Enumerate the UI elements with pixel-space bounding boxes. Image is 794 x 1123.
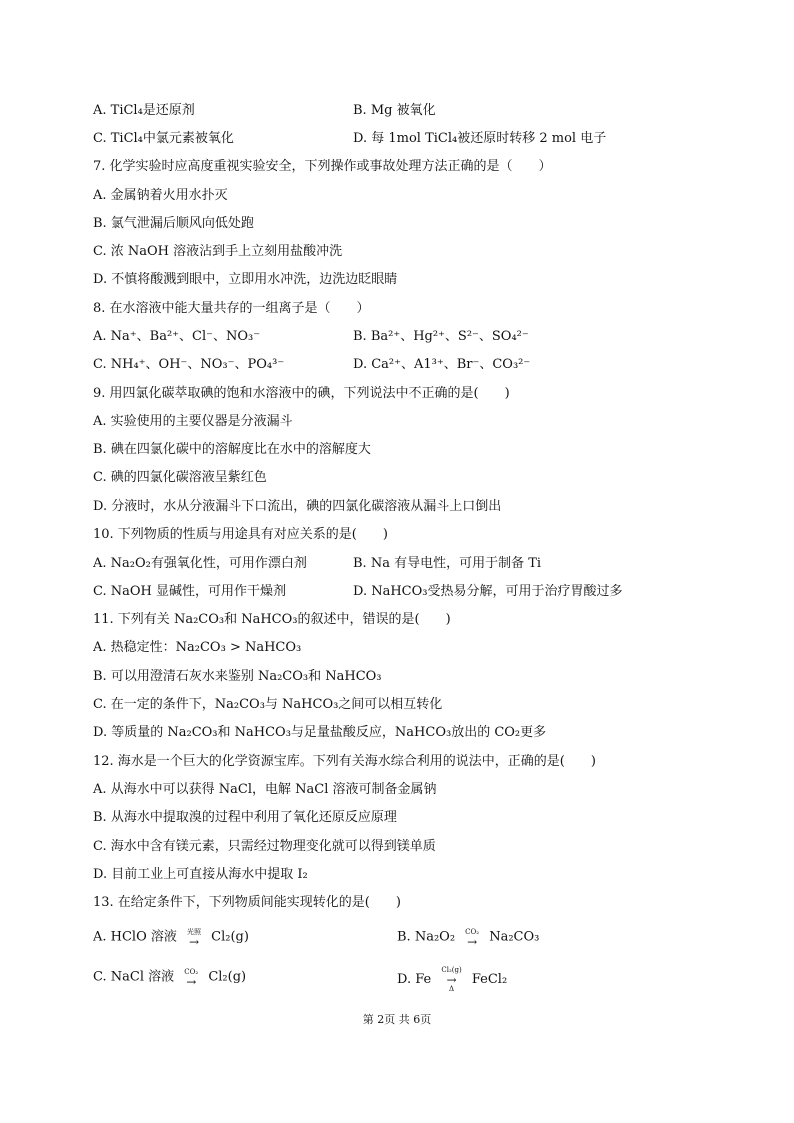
q13-a-arrow — [187, 928, 201, 947]
q7-option-a: A. 金属钠着火用水扑灭 — [93, 188, 228, 203]
right-arrow-icon: → — [467, 935, 478, 949]
q13-c-condition: CO₂ — [184, 968, 199, 976]
q13-c-reactant: C. NaCl 溶液 — [93, 969, 175, 985]
q13-d-reactant: D. Fe — [397, 972, 432, 987]
q6-option-d: D. 每 1mol TiCl₄被还原时转移 2 mol 电子 — [353, 131, 607, 146]
q13-c-product: Cl₂(g) — [208, 969, 247, 985]
q13-d-heat-condition: Δ — [449, 985, 455, 993]
q13-d-arrow — [441, 966, 461, 994]
q12-option-b: B. 从海水中提取溴的过程中利用了氧化还原反应原理 — [93, 810, 397, 825]
q13-option-b — [397, 928, 539, 947]
page-number-footer: 第 2页 共 6页 — [362, 1013, 432, 1026]
right-arrow-icon: → — [446, 973, 457, 987]
q10-option-b: B. Na 有导电性，可用于制备 Ti — [353, 556, 542, 571]
right-arrow-icon: → — [189, 935, 200, 949]
q12-option-a: A. 从海水中可以获得 NaCl，电解 NaCl 溶液可制备金属钠 — [93, 782, 437, 797]
q11-option-a: A. 热稳定性：Na₂CO₃ > NaHCO₃ — [93, 640, 302, 655]
q11-option-b: B. 可以用澄清石灰水来鉴别 Na₂CO₃和 NaHCO₃ — [93, 669, 382, 684]
q10-option-c: C. NaOH 显碱性，可用作干燥剂 — [93, 584, 287, 599]
q13-b-product: Na₂CO₃ — [489, 929, 540, 945]
q8-option-b: B. Ba²⁺、Hg²⁺、S²⁻、SO₄²⁻ — [353, 329, 529, 344]
q6-option-c: C. TiCl₄中氯元素被氧化 — [93, 131, 234, 146]
q13-b-condition: CO₂ — [465, 928, 480, 936]
q13-a-product: Cl₂(g) — [211, 929, 249, 945]
q13-stem: 13. 在给定条件下，下列物质间能实现转化的是( ) — [93, 895, 401, 910]
q10-stem: 10. 下列物质的性质与用途具有对应关系的是( ) — [93, 527, 388, 542]
q6-option-a: A. TiCl₄是还原剂 — [93, 103, 195, 118]
q9-option-b: B. 碘在四氯化碳中的溶解度比在水中的溶解度大 — [93, 442, 371, 457]
q13-d-condition: Cl₂(g) — [441, 966, 462, 974]
q13-c-arrow — [184, 968, 198, 987]
q13-d-product: FeCl₂ — [471, 972, 508, 987]
q13-b-reactant: B. Na₂O₂ — [397, 929, 456, 945]
q12-option-d: D. 目前工业上可直接从海水中提取 I₂ — [93, 867, 308, 882]
q9-option-c: C. 碘的四氯化碳溶液呈紫红色 — [93, 470, 267, 485]
q9-stem: 9. 用四氯化碳萃取碘的饱和水溶液中的碘，下列说法中不正确的是( ) — [93, 386, 510, 401]
q11-option-c: C. 在一定的条件下，Na₂CO₃与 NaHCO₃之间可以相互转化 — [93, 697, 443, 712]
q8-option-a: A. Na⁺、Ba²⁺、Cl⁻、NO₃⁻ — [93, 329, 261, 344]
q13-a-reactant: A. HClO 溶液 — [93, 929, 177, 945]
q8-option-d: D. Ca²⁺、A1³⁺、Br⁻、CO₃²⁻ — [353, 357, 531, 372]
right-arrow-icon: → — [186, 975, 197, 989]
q10-option-a: A. Na₂O₂有强氧化性，可用作漂白剂 — [93, 556, 307, 571]
q12-option-c: C. 海水中含有镁元素，只需经过物理变化就可以得到镁单质 — [93, 839, 436, 854]
q13-option-d — [397, 966, 507, 994]
q10-option-d: D. NaHCO₃受热易分解，可用于治疗胃酸过多 — [353, 584, 623, 599]
q9-option-a: A. 实验使用的主要仪器是分液漏斗 — [93, 414, 293, 429]
q7-option-b: B. 氯气泄漏后顺风向低处跑 — [93, 216, 254, 231]
q9-option-d: D. 分液时，水从分液漏斗下口流出，碘的四氯化碳溶液从漏斗上口倒出 — [93, 499, 502, 514]
q13-option-c — [93, 968, 246, 987]
q8-stem: 8. 在水溶液中能大量共存的一组离子是（ ） — [93, 301, 370, 316]
q13-b-arrow — [465, 928, 479, 947]
q12-stem: 12. 海水是一个巨大的化学资源宝库。下列有关海水综合利用的说法中，正确的是( ) — [93, 754, 596, 769]
q11-stem: 11. 下列有关 Na₂CO₃和 NaHCO₃的叙述中，错误的是( ) — [93, 612, 451, 627]
q13-option-a — [93, 928, 249, 947]
q13-a-condition: 光照 — [187, 928, 202, 936]
q7-option-d: D. 不慎将酸溅到眼中，立即用水冲洗，边洗边眨眼睛 — [93, 272, 398, 287]
q7-option-c: C. 浓 NaOH 溶液沾到手上立刻用盐酸冲洗 — [93, 244, 343, 259]
q6-option-b: B. Mg 被氧化 — [353, 103, 436, 118]
q7-stem: 7. 化学实验时应高度重视实验安全，下列操作或事故处理方法正确的是（ ） — [93, 159, 552, 174]
q11-option-d: D. 等质量的 Na₂CO₃和 NaHCO₃与足量盐酸反应，NaHCO₃放出的 CO₂更多 — [93, 725, 547, 740]
q8-option-c: C. NH₄⁺、OH⁻、NO₃⁻、PO₄³⁻ — [93, 357, 285, 372]
